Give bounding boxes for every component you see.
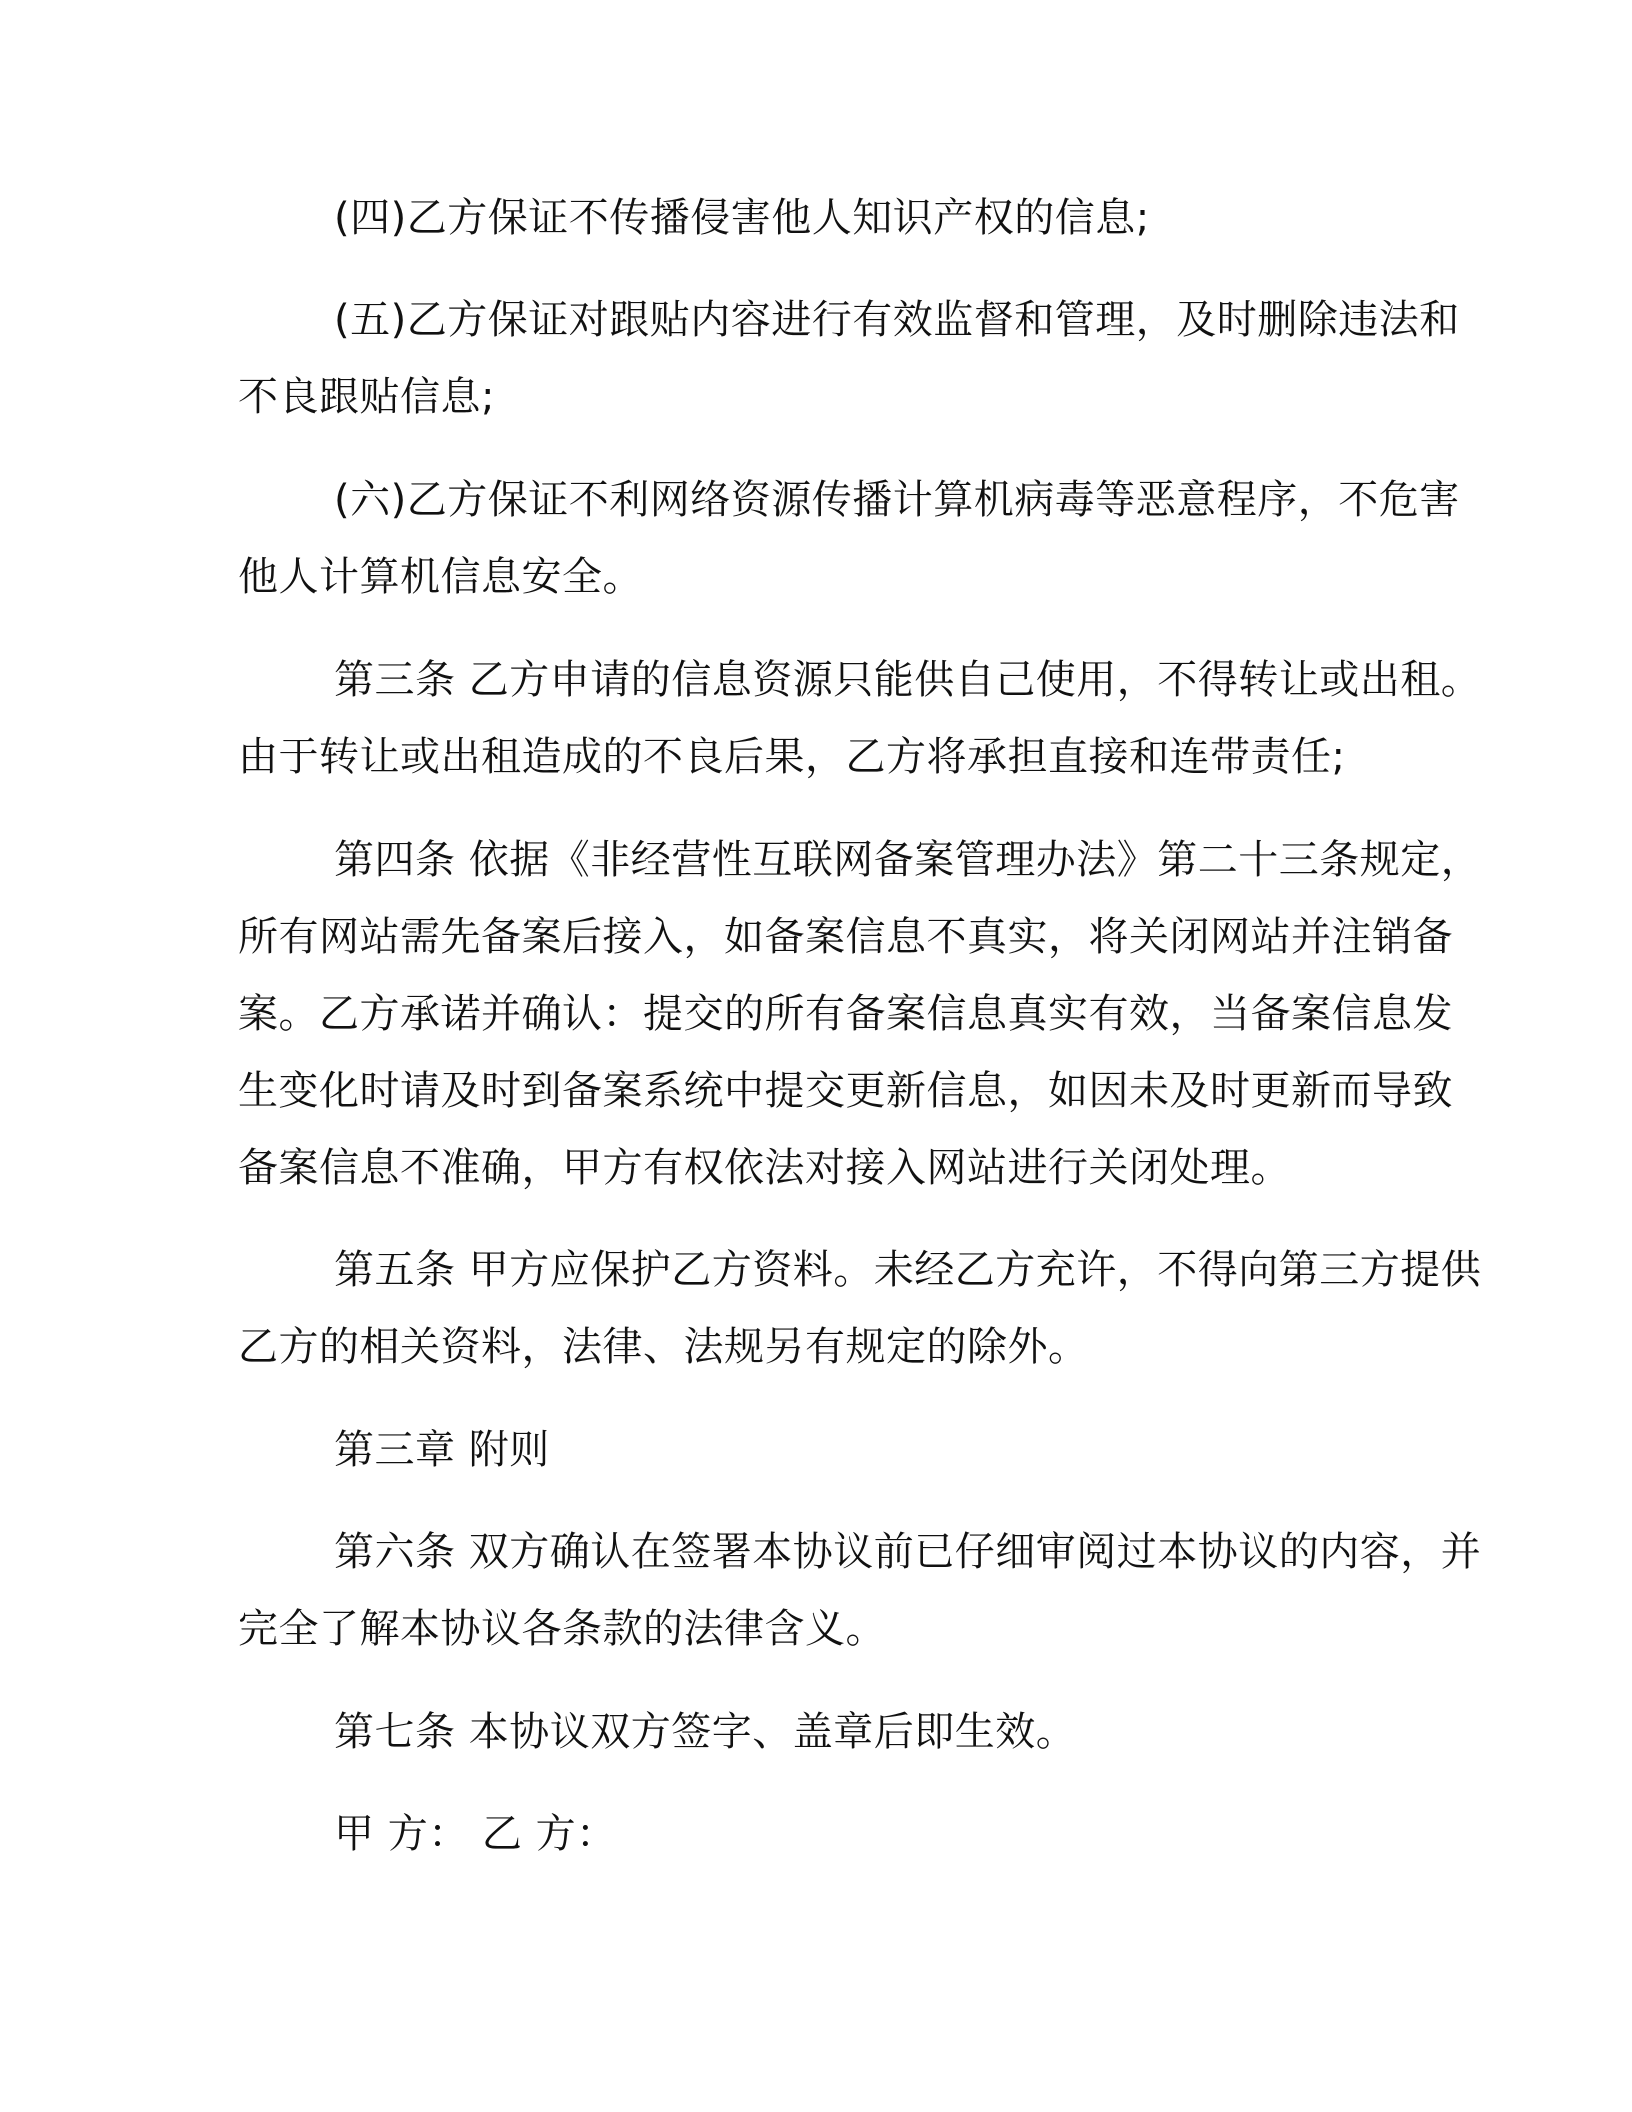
- paragraph-article-5: [238, 1232, 1482, 1386]
- paragraph-clause-4: [238, 180, 1388, 257]
- paragraph-clause-6: [238, 462, 1460, 616]
- text-line: 案。乙方承诺并确认：提交的所有备案信息真实有效，当备案信息发: [238, 991, 1453, 1037]
- chapter-heading: [238, 1412, 1388, 1489]
- text-line: 甲 方： 乙 方：: [334, 1811, 617, 1857]
- text-line: 由于转让或出租造成的不良后果，乙方将承担直接和连带责任;: [238, 734, 1346, 780]
- text-line: 第三条 乙方申请的信息资源只能供自己使用，不得转让或出租。: [334, 657, 1482, 703]
- text-line: 第三章 附则: [334, 1427, 550, 1473]
- paragraph-article-7: [238, 1694, 1388, 1771]
- text-line: 生变化时请及时到备案系统中提交更新信息，如因未及时更新而导致: [238, 1068, 1453, 1114]
- text-line: (六)乙方保证不利网络资源传播计算机病毒等恶意程序，不危害: [334, 477, 1460, 523]
- text-line: 完全了解本协议各条款的法律含义。: [238, 1606, 886, 1652]
- paragraph-article-3: [238, 642, 1482, 796]
- text-line: 乙方的相关资料，法律、法规另有规定的除外。: [238, 1324, 1089, 1370]
- text-line: 第七条 本协议双方签字、盖章后即生效。: [334, 1709, 1077, 1755]
- text-line: 第五条 甲方应保护乙方资料。未经乙方充许，不得向第三方提供: [334, 1247, 1482, 1293]
- paragraph-article-4: [238, 822, 1482, 1207]
- text-line: (五)乙方保证对跟贴内容进行有效监督和管理，及时删除违法和: [334, 297, 1460, 343]
- paragraph-article-6: [238, 1514, 1482, 1668]
- text-line: 他人计算机信息安全。: [238, 554, 643, 600]
- paragraph-clause-5: [238, 282, 1460, 436]
- text-line: 不良跟贴信息;: [238, 374, 495, 420]
- text-line: (四)乙方保证不传播侵害他人知识产权的信息;: [334, 195, 1150, 241]
- text-line: 备案信息不准确，甲方有权依法对接入网站进行关闭处理。: [238, 1145, 1291, 1191]
- text-line: 第四条 依据《非经营性互联网备案管理办法》第二十三条规定，: [334, 837, 1482, 883]
- signature-line: [238, 1796, 1388, 1873]
- text-line: 所有网站需先备案后接入，如备案信息不真实，将关闭网站并注销备: [238, 914, 1453, 960]
- text-line: 第六条 双方确认在签署本协议前已仔细审阅过本协议的内容，并: [334, 1529, 1482, 1575]
